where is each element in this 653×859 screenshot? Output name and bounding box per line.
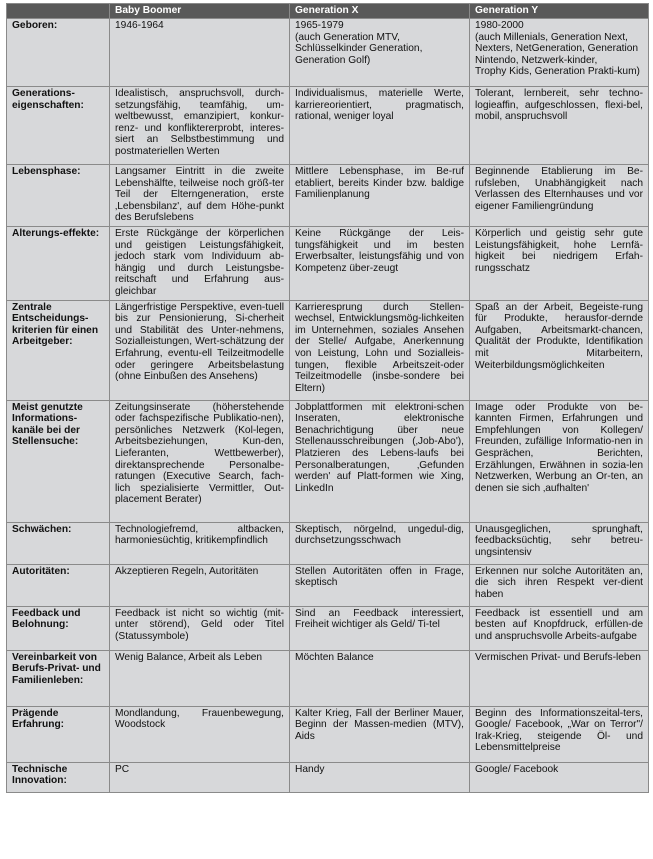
header-corner [7,4,110,19]
row-geboren [7,19,649,87]
row-schwaechen [7,522,649,564]
cell-genx: Sind an Feedback interessiert, Freiheit wichtiger als Geld/ Ti-tel [290,606,470,650]
generation-comparison-table [6,3,649,793]
cell-geny: Erkennen nur solche Autoritäten an, die sich ihren Respekt ver-dient haben [470,564,649,606]
row-autoritaeten [7,564,649,606]
cell-boomer: Langsamer Eintritt in die zweite Lebenshälfte, teilweise noch größ-ter Teil der Elterngeneration, erste ‚Lebensbilanz', auf dem Höhe-punkt des Berufslebens [110,165,290,227]
row-label: Vereinbarkeit von Berufs-Privat- und Familienleben: [7,650,110,706]
header-row [7,4,649,19]
row-label: Geboren: [7,19,110,87]
row-label: Zentrale Entscheidungs-kriterien für einen Arbeitgeber: [7,300,110,400]
cell-geny: Vermischen Privat- und Berufs-leben [470,650,649,706]
table-body [7,19,649,793]
row-praegende-erfahrung [7,706,649,762]
cell-geny: Unausgeglichen, sprunghaft, feedbacksüchtig, sehr betreu-ungsintensiv [470,522,649,564]
header-baby-boomer: Baby Boomer [110,4,290,19]
cell-genx: Skeptisch, nörgelnd, ungedul-dig, durchsetzungsschwach [290,522,470,564]
row-label: Prägende Erfahrung: [7,706,110,762]
header-generation-x: Generation X [290,4,470,19]
row-label: Meist genutzte Informations-kanäle bei der Stellensuche: [7,400,110,522]
cell-boomer: Technologiefremd, altbacken, harmoniesüchtig, kritikempfindlich [110,522,290,564]
cell-boomer: Wenig Balance, Arbeit als Leben [110,650,290,706]
cell-geny: 1980-2000 (auch Millenials, Generation Next, Nexters, NetGeneration, Generation Nintendo, Netzwerk-kinder, Trophy Kids, Generation Prakti-kum) [470,19,649,87]
cell-geny: Image oder Produkte von be-kannten Firmen, Erfahrungen und Empfehlungen von Kollegen/ Freunden, zufällige Informatio-nen in Gesprächen, Berichten, Erzählungen, Erwähnen in sozia-len Netzwerken, Werbung an Or-ten, an denen sie sich ‚aufhalten' [470,400,649,522]
cell-boomer: 1946-1964 [110,19,290,87]
cell-boomer: Erste Rückgänge der körperlichen und geistigen Leistungsfähigkeit, jedoch stark vom Individuum ab-hängig und durch Leistungsbe-reitschaft und Erfahrung aus-gleichbar [110,226,290,300]
row-generationseigenschaften [7,87,649,165]
row-label: Alterungs-effekte: [7,226,110,300]
cell-boomer: PC [110,762,290,792]
row-label: Lebensphase: [7,165,110,227]
cell-genx: Individualismus, materielle Werte, karriereorientiert, pragmatisch, rational, weniger loyal [290,87,470,165]
cell-genx: Mittlere Lebensphase, im Be-ruf etabliert, bereits Kinder bzw. baldige Familienplanung [290,165,470,227]
row-lebensphase [7,165,649,227]
table-header [7,4,649,19]
row-feedback [7,606,649,650]
cell-genx: Jobplattformen mit elektroni-schen Inseraten, elektronische Benachrichtigung über neue Stellenausschreibungen (‚Job-Abo'), Platzieren des Lebens-laufs bei Personalberatungen, ‚Gefunden werden' auf Platt-formen wie Xing, LinkedIn [290,400,470,522]
row-technische-innovation [7,762,649,792]
row-label: Generations-eigenschaften: [7,87,110,165]
cell-genx: Kalter Krieg, Fall der Berliner Mauer, Beginn der Massen-medien (MTV), Aids [290,706,470,762]
cell-geny: Spaß an der Arbeit, Begeiste-rung für Produkte, herausfor-dernde Aufgaben, Arbeitsmarkt-chancen, Qualität der Produkte, Identifikation mit Mitarbeitern, Weiterbildungsmöglichkeiten [470,300,649,400]
cell-genx: Möchten Balance [290,650,470,706]
row-label: Schwächen: [7,522,110,564]
cell-geny: Körperlich und geistig sehr gute Leistungsfähigkeit, hohe Lernfä-higkeit bei niedrigem Erfah-rungsschatz [470,226,649,300]
cell-geny: Feedback ist essentiell und am besten auf Knopfdruck, erfüllen-de und anspruchsvolle Arbeits-aufgabe [470,606,649,650]
row-alterungseffekte [7,226,649,300]
cell-boomer: Idealistisch, anspruchsvoll, durch-setzungsfähig, teamfähig, um-weltbewusst, emanzipiert, konkur-renz- und konfliktererprobt, interes-siert an Selbstbestimmung und postmateriellen Werten [110,87,290,165]
cell-genx: Stellen Autoritäten offen in Frage, skeptisch [290,564,470,606]
cell-geny: Google/ Facebook [470,762,649,792]
header-generation-y: Generation Y [470,4,649,19]
cell-geny: Beginnende Etablierung im Be-rufsleben, Unabhängigkeit nach Verlassen des Elternhauses und vor eigener Familiengründung [470,165,649,227]
row-vereinbarkeit [7,650,649,706]
cell-boomer: Akzeptieren Regeln, Autoritäten [110,564,290,606]
cell-boomer: Zeitungsinserate (höherstehende oder fachspezifische Publikatio-nen), persönliches Netzwerk (Kol-legen, Arbeitsbeziehungen, Kun-den, Lieferanten, Wettbewerber), direktansprechende Personalbe-ratungen (Executive Search, fach-lich spezialisierte Vermittler, Out-placement Berater) [110,400,290,522]
cell-boomer: Feedback ist nicht so wichtig (mit-unter störend), Geld oder Titel (Statussymbole) [110,606,290,650]
cell-genx: Karrieresprung durch Stellen-wechsel, Entwicklungsmög-lichkeiten im Unternehmen, soziales Ansehen der Stelle/ Aufgabe, Anerkennung von Leistung, Lohn und Sozialleis-tungen, flexible Arbeitszeit-oder Teilzeitmodelle (insbe-sondere bei Eltern) [290,300,470,400]
cell-genx: 1965-1979 (auch Generation MTV, Schlüsselkinder Generation, Generation Golf) [290,19,470,87]
row-entscheidungskriterien [7,300,649,400]
row-label: Technische Innovation: [7,762,110,792]
row-label: Feedback und Belohnung: [7,606,110,650]
cell-genx: Keine Rückgänge der Leis-tungsfähigkeit und im besten Erwerbsalter, leistungsfähig und von Kompetenz über-zeugt [290,226,470,300]
cell-geny: Tolerant, lernbereit, sehr techno-logieaffin, aufgeschlossen, flexi-bel, mobil, anspruchsvoll [470,87,649,165]
cell-boomer: Mondlandung, Frauenbewegung, Woodstock [110,706,290,762]
cell-genx: Handy [290,762,470,792]
cell-geny: Beginn des Informationszeital-ters, Google/ Facebook, „War on Terror"/ Irak-Krieg, steigende Öl- und Lebensmittelpreise [470,706,649,762]
row-label: Autoritäten: [7,564,110,606]
cell-boomer: Längerfristige Perspektive, even-tuell bis zur Pensionierung, Si-cherheit und Stabilität des Unter-nehmens, Sozialleistungen, Wert-schätzung der Erfahrung, eventu-ell Teilzeitmodelle oder geringere Arbeitsbelastung (ohne Einbußen des Ansehens) [110,300,290,400]
row-informationskanaele [7,400,649,522]
